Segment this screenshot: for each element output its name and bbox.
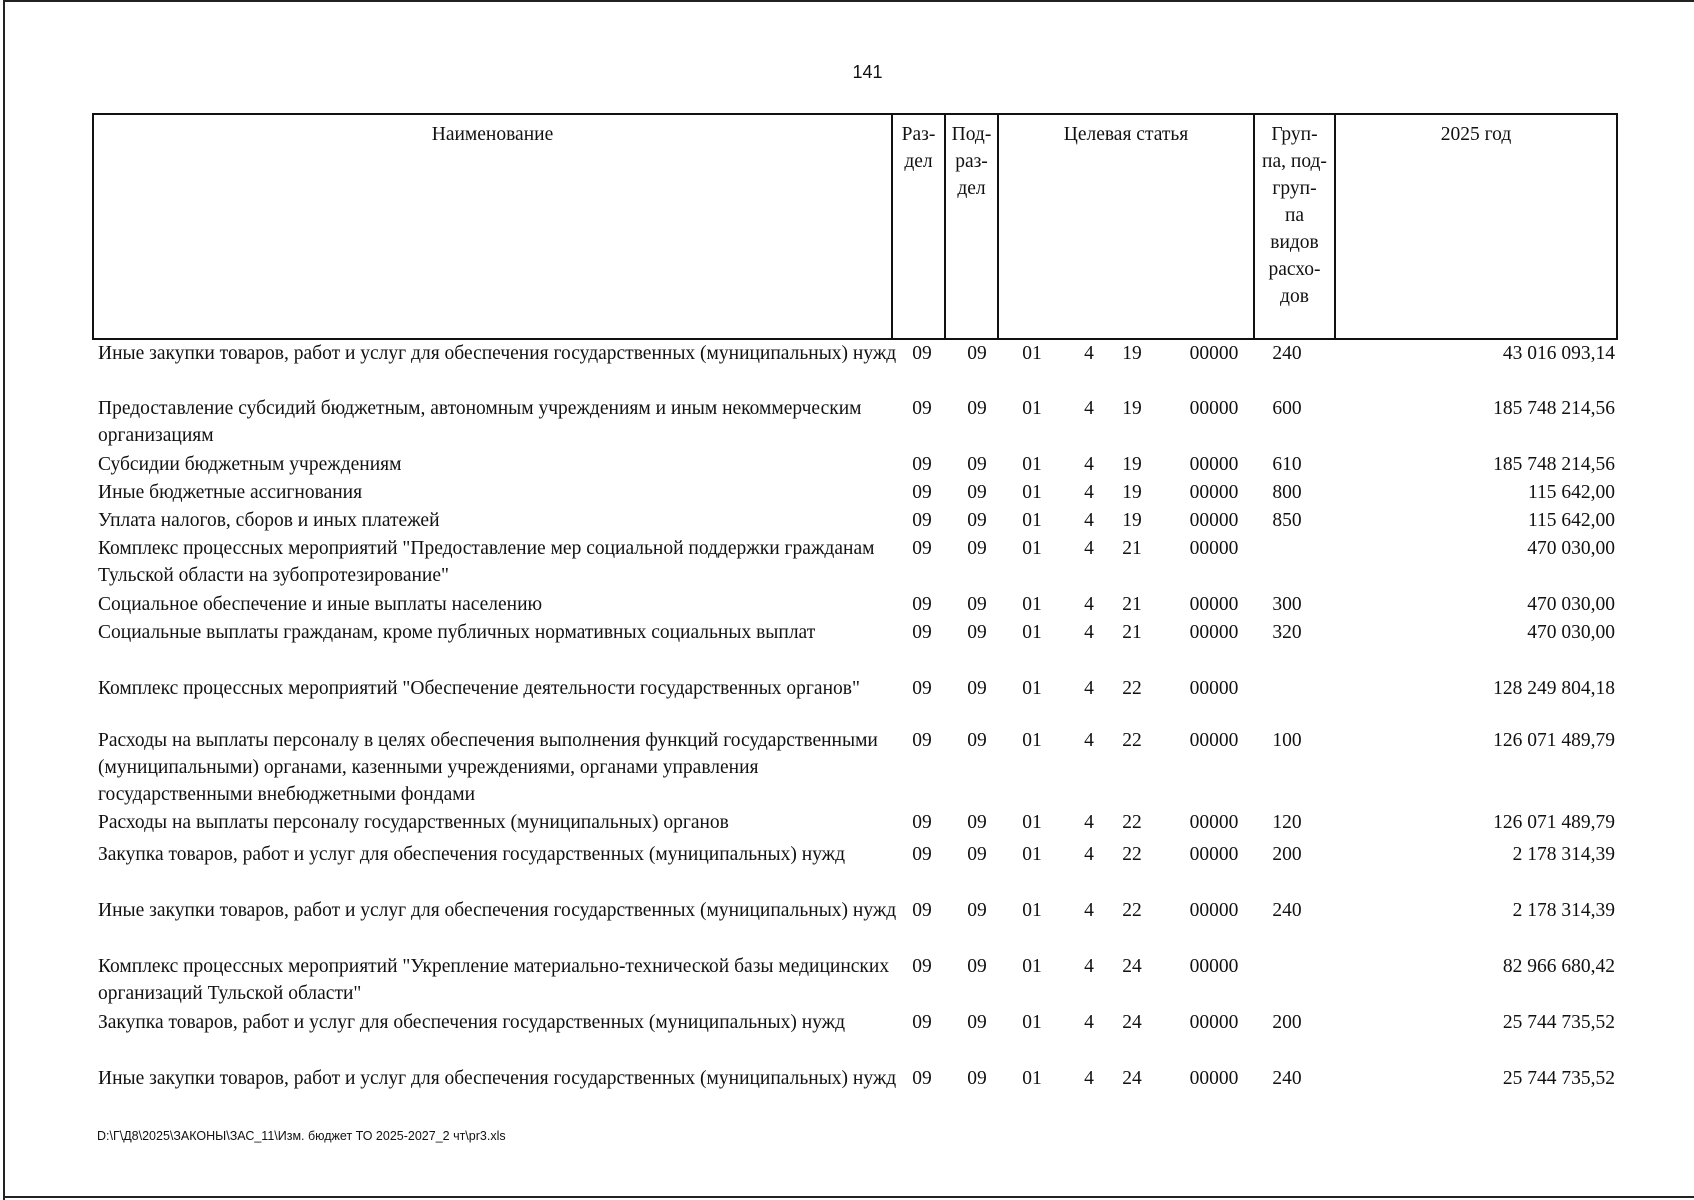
row-name: Предоставление субсидий бюджетным, автономным учреждениям и иным некоммерческим организациям (98, 398, 862, 446)
row-target-program: 01 (1022, 678, 1042, 699)
row-expense-group: 240 (1272, 343, 1302, 364)
page-number: 141 (852, 62, 883, 82)
row-expense-group: 120 (1272, 812, 1302, 833)
row-target-type: 4 (1084, 844, 1094, 865)
row-subsection: 09 (967, 622, 987, 643)
row-target-direction: 00000 (1189, 812, 1239, 833)
row-subsection: 09 (967, 812, 987, 833)
row-amount: 126 071 489,79 (1493, 730, 1615, 751)
row-name: Социальные выплаты гражданам, кроме публичных нормативных социальных выплат (98, 622, 816, 643)
row-target-complex: 22 (1122, 730, 1142, 751)
row-section: 09 (912, 482, 932, 503)
row-subsection: 09 (967, 510, 987, 531)
row-target-direction: 00000 (1189, 1012, 1239, 1033)
row-subsection: 09 (967, 343, 987, 364)
row-target-type: 4 (1084, 1068, 1094, 1089)
header-section-cell (891, 113, 946, 340)
row-target-type: 4 (1084, 482, 1094, 503)
row-target-direction: 00000 (1189, 730, 1239, 751)
row-expense-group: 600 (1272, 398, 1302, 419)
row-amount: 25 744 735,52 (1502, 1068, 1615, 1089)
row-target-program: 01 (1022, 844, 1042, 865)
row-section: 09 (912, 398, 932, 419)
row-target-type: 4 (1084, 538, 1094, 559)
page-frame-bottom (3, 1196, 1694, 1198)
row-target-type: 4 (1084, 622, 1094, 643)
row-target-program: 01 (1022, 900, 1042, 921)
row-target-direction: 00000 (1189, 343, 1239, 364)
row-amount: 185 748 214,56 (1493, 454, 1615, 475)
row-amount: 115 642,00 (1527, 482, 1615, 503)
row-subsection: 09 (967, 1068, 987, 1089)
row-target-complex: 19 (1122, 343, 1142, 364)
row-name: Иные закупки товаров, работ и услуг для обеспечения государственных (муниципальных) нужд (98, 900, 897, 921)
row-section: 09 (912, 343, 932, 364)
row-amount: 126 071 489,79 (1493, 812, 1615, 833)
row-name: Субсидии бюджетным учреждениям (98, 454, 402, 475)
row-expense-group: 200 (1272, 1012, 1302, 1033)
row-expense-group: 100 (1272, 730, 1302, 751)
row-target-complex: 21 (1122, 622, 1142, 643)
row-target-direction: 00000 (1189, 538, 1239, 559)
row-subsection: 09 (967, 844, 987, 865)
row-section: 09 (912, 1012, 932, 1033)
page-frame-left (3, 0, 5, 1200)
page-frame-top (3, 0, 1694, 2)
row-name: Социальное обеспечение и иные выплаты населению (98, 594, 543, 615)
row-subsection: 09 (967, 678, 987, 699)
row-expense-group: 200 (1272, 844, 1302, 865)
header-subsection-cell (944, 113, 999, 340)
row-target-program: 01 (1022, 482, 1042, 503)
row-amount: 115 642,00 (1527, 510, 1615, 531)
row-amount: 128 249 804,18 (1493, 678, 1615, 699)
row-target-program: 01 (1022, 510, 1042, 531)
row-name: Расходы на выплаты персоналу государственных (муниципальных) органов (98, 812, 729, 833)
row-target-direction: 00000 (1189, 622, 1239, 643)
row-target-type: 4 (1084, 812, 1094, 833)
row-subsection: 09 (967, 538, 987, 559)
row-target-type: 4 (1084, 678, 1094, 699)
row-amount: 82 966 680,42 (1502, 956, 1615, 977)
header-name: Наименование (431, 124, 554, 145)
header-target-article-cell (997, 113, 1255, 340)
header-subsection: Под- раз- дел (951, 124, 992, 199)
row-expense-group: 300 (1272, 594, 1302, 615)
row-amount: 470 030,00 (1527, 538, 1615, 559)
header-year-cell (1334, 113, 1618, 340)
row-name: Уплата налогов, сборов и иных платежей (98, 510, 440, 531)
row-target-type: 4 (1084, 343, 1094, 364)
row-target-complex: 21 (1122, 594, 1142, 615)
row-target-direction: 00000 (1189, 594, 1239, 615)
header-expense-group-cell (1253, 113, 1336, 340)
row-expense-group: 610 (1272, 454, 1302, 475)
row-subsection: 09 (967, 1012, 987, 1033)
row-section: 09 (912, 844, 932, 865)
row-target-complex: 22 (1122, 678, 1142, 699)
header-name-cell (92, 113, 893, 340)
row-target-type: 4 (1084, 730, 1094, 751)
row-amount: 43 016 093,14 (1502, 343, 1615, 364)
row-target-type: 4 (1084, 956, 1094, 977)
row-target-program: 01 (1022, 343, 1042, 364)
row-target-complex: 19 (1122, 510, 1142, 531)
row-name: Комплекс процессных мероприятий "Предоставление мер социальной поддержки гражданам Тульской области на зубопротезирование" (98, 538, 875, 586)
row-expense-group: 800 (1272, 482, 1302, 503)
row-target-direction: 00000 (1189, 900, 1239, 921)
row-name: Закупка товаров, работ и услуг для обеспечения государственных (муниципальных) нужд (98, 844, 846, 865)
row-amount: 470 030,00 (1527, 622, 1615, 643)
row-target-type: 4 (1084, 454, 1094, 475)
row-amount: 2 178 314,39 (1512, 900, 1615, 921)
row-expense-group: 320 (1272, 622, 1302, 643)
row-amount: 25 744 735,52 (1502, 1012, 1615, 1033)
row-target-type: 4 (1084, 398, 1094, 419)
row-subsection: 09 (967, 482, 987, 503)
row-target-direction: 00000 (1189, 956, 1239, 977)
row-target-program: 01 (1022, 812, 1042, 833)
header-target-article: Целевая статья (1063, 124, 1189, 145)
row-target-complex: 19 (1122, 482, 1142, 503)
row-target-program: 01 (1022, 398, 1042, 419)
row-section: 09 (912, 812, 932, 833)
row-target-program: 01 (1022, 1012, 1042, 1033)
row-section: 09 (912, 454, 932, 475)
row-target-complex: 19 (1122, 454, 1142, 475)
row-target-complex: 22 (1122, 900, 1142, 921)
row-target-complex: 21 (1122, 538, 1142, 559)
row-target-direction: 00000 (1189, 1068, 1239, 1089)
row-target-complex: 24 (1122, 1012, 1142, 1033)
row-target-direction: 00000 (1189, 844, 1239, 865)
row-section: 09 (912, 956, 932, 977)
header-section: Раз- дел (901, 124, 936, 172)
row-subsection: 09 (967, 730, 987, 751)
row-target-type: 4 (1084, 1012, 1094, 1033)
row-target-direction: 00000 (1189, 482, 1239, 503)
row-name: Иные закупки товаров, работ и услуг для обеспечения государственных (муниципальных) нужд (98, 1068, 897, 1089)
row-target-complex: 22 (1122, 812, 1142, 833)
row-name: Иные закупки товаров, работ и услуг для обеспечения государственных (муниципальных) нужд (98, 343, 897, 364)
row-amount: 2 178 314,39 (1512, 844, 1615, 865)
header-expense-group: Груп- па, под- груп- па видов расхо- дов (1262, 124, 1327, 307)
row-target-program: 01 (1022, 454, 1042, 475)
row-subsection: 09 (967, 900, 987, 921)
row-target-complex: 24 (1122, 1068, 1142, 1089)
row-section: 09 (912, 900, 932, 921)
row-target-type: 4 (1084, 510, 1094, 531)
row-expense-group: 240 (1272, 1068, 1302, 1089)
file-path-footer: D:\Г\Д8\2025\ЗАКОНЫ\ЗАС_11\Изм. бюджет ТО 2025-2027_2 чт\pr3.xls (97, 1129, 506, 1143)
row-subsection: 09 (967, 454, 987, 475)
row-target-program: 01 (1022, 956, 1042, 977)
row-target-type: 4 (1084, 900, 1094, 921)
row-target-type: 4 (1084, 594, 1094, 615)
row-section: 09 (912, 1068, 932, 1089)
row-target-program: 01 (1022, 730, 1042, 751)
row-name: Расходы на выплаты персоналу в целях обеспечения выполнения функций государственными (муниципальными) органами, казенными учреждениями, органами управления государственными внебюджетными фондами (98, 730, 878, 805)
row-expense-group: 240 (1272, 900, 1302, 921)
row-name: Закупка товаров, работ и услуг для обеспечения государственных (муниципальных) нужд (98, 1012, 846, 1033)
row-name: Иные бюджетные ассигнования (98, 482, 363, 503)
row-target-complex: 22 (1122, 844, 1142, 865)
row-section: 09 (912, 594, 932, 615)
row-name: Комплекс процессных мероприятий "Укрепление материально-технической базы медицинских организаций Тульской области" (98, 956, 890, 1004)
row-target-program: 01 (1022, 594, 1042, 615)
row-amount: 470 030,00 (1527, 594, 1615, 615)
row-section: 09 (912, 510, 932, 531)
row-section: 09 (912, 678, 932, 699)
header-year: 2025 год (1440, 124, 1512, 145)
row-target-complex: 24 (1122, 956, 1142, 977)
row-target-program: 01 (1022, 538, 1042, 559)
row-target-direction: 00000 (1189, 454, 1239, 475)
row-target-program: 01 (1022, 622, 1042, 643)
row-target-complex: 19 (1122, 398, 1142, 419)
row-subsection: 09 (967, 956, 987, 977)
row-subsection: 09 (967, 594, 987, 615)
row-target-direction: 00000 (1189, 398, 1239, 419)
row-section: 09 (912, 730, 932, 751)
row-subsection: 09 (967, 398, 987, 419)
row-amount: 185 748 214,56 (1493, 398, 1615, 419)
row-target-direction: 00000 (1189, 510, 1239, 531)
row-name: Комплекс процессных мероприятий "Обеспечение деятельности государственных органов" (98, 678, 860, 699)
row-target-direction: 00000 (1189, 678, 1239, 699)
row-section: 09 (912, 538, 932, 559)
row-expense-group: 850 (1272, 510, 1302, 531)
row-section: 09 (912, 622, 932, 643)
row-target-program: 01 (1022, 1068, 1042, 1089)
